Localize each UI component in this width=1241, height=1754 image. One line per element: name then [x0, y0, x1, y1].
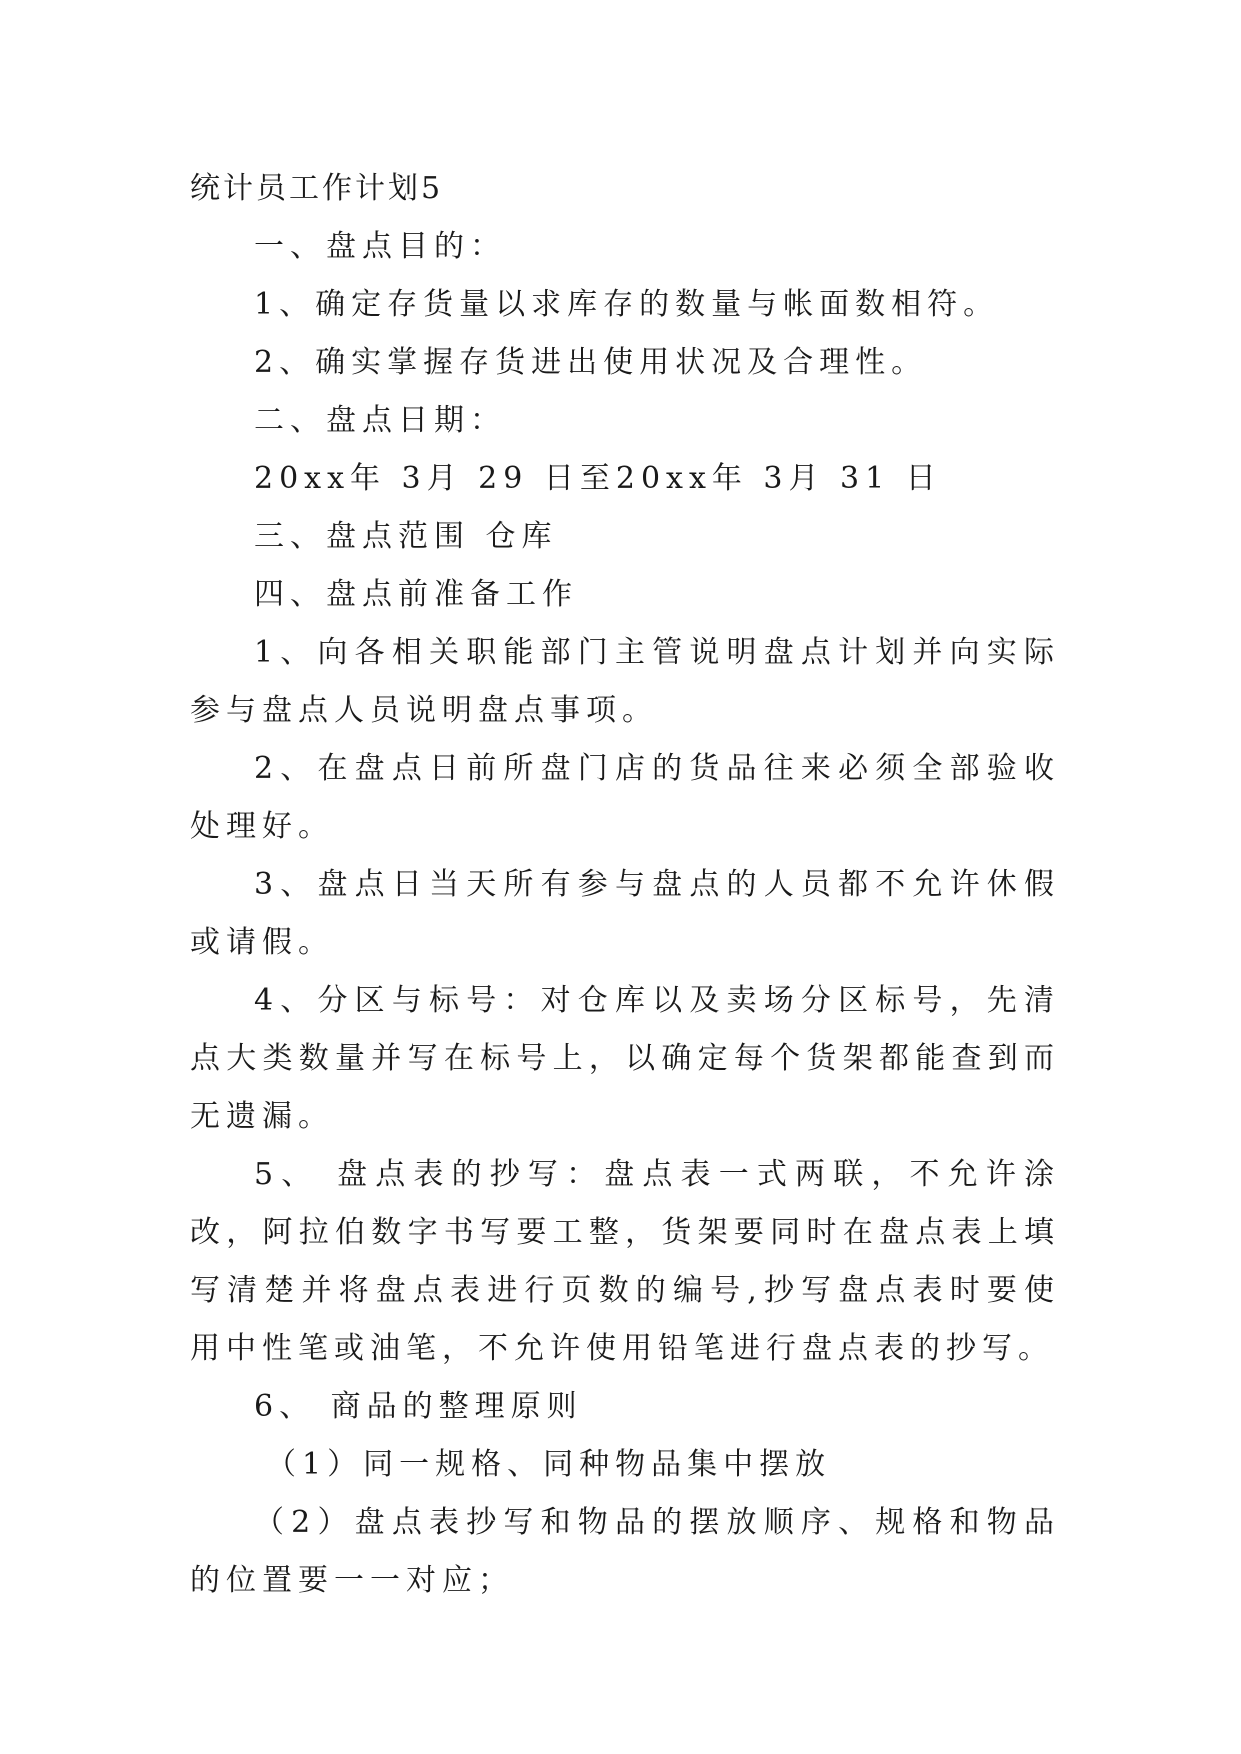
preparation-item-2: 2、在盘点日前所盘门店的货品往来必须全部验收处理好。 [190, 751, 1060, 844]
organizing-rule-1: （1）同一规格、同种物品集中摆放 [266, 1447, 832, 1482]
preparation-item-5: 5、 盘点表的抄写：盘点表一式两联，不允许涂改，阿拉伯数字书写要工整，货架要同时在盘点表上填写清楚并将盘点表进行页数的编号,抄写盘点表时要使用中性笔或油笔，不允许使用铅笔进行盘点表的抄写。 [190, 1157, 1060, 1366]
preparation-item-6: 6、 商品的整理原则 [254, 1389, 583, 1424]
document-body [190, 160, 1060, 1610]
preparation-item-1: 1、向各相关职能部门主管说明盘点计划并向实际参与盘点人员说明盘点事项。 [190, 635, 1060, 728]
purpose-item-1: 1、确定存货量以求库存的数量与帐面数相符。 [254, 287, 1000, 322]
section-heading-date: 二、盘点日期： [254, 403, 506, 438]
inventory-dates: 20xx年 3月 29 日至20xx年 3月 31 日 [254, 461, 942, 496]
document-title: 统计员工作计划5 [190, 171, 444, 206]
section-heading-purpose: 一、盘点目的： [254, 229, 506, 264]
preparation-item-4: 4、分区与标号：对仓库以及卖场分区标号，先清点大类数量并写在标号上，以确定每个货架都能查到而无遗漏。 [190, 983, 1060, 1134]
organizing-rule-2: （2）盘点表抄写和物品的摆放顺序、规格和物品的位置要一一对应； [190, 1505, 1060, 1598]
section-heading-scope: 三、盘点范围 仓库 [254, 519, 558, 554]
section-heading-preparation: 四、盘点前准备工作 [254, 577, 578, 612]
preparation-item-3: 3、盘点日当天所有参与盘点的人员都不允许休假或请假。 [190, 867, 1060, 960]
purpose-item-2: 2、确实掌握存货进出使用状况及合理性。 [254, 345, 928, 380]
